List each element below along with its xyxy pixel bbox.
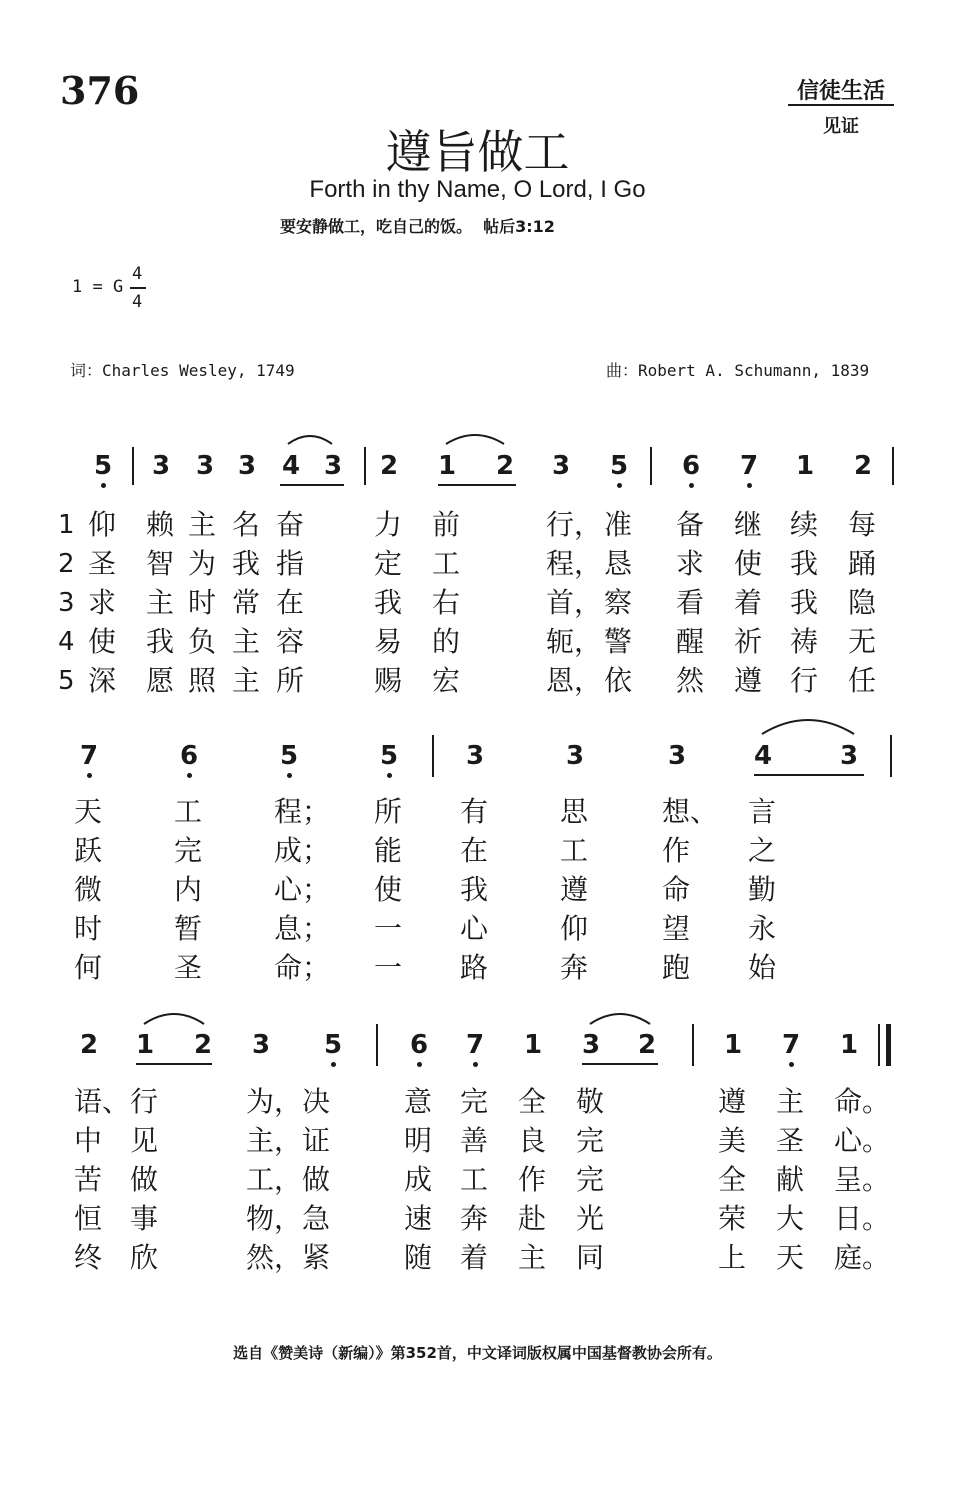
lyric-syllable: 永 (748, 912, 777, 945)
lyric-syllable: 然 (676, 664, 705, 697)
lyric-syllable: 上 (718, 1241, 747, 1274)
lyric-syllable: 程； (274, 795, 331, 828)
lyric-syllable: 成 (404, 1163, 433, 1196)
subcategory-label: 见证 (823, 116, 859, 137)
lower-octave-dot (331, 1062, 336, 1067)
lyric-syllable: 跑 (662, 951, 691, 984)
lyric-syllable: 息； (274, 912, 331, 945)
lyric-syllable: 名 (232, 508, 261, 541)
lyric-syllable: 容 (276, 625, 305, 658)
verse-number: 1 (58, 510, 75, 540)
note: 2 (79, 1030, 99, 1060)
lyric-syllable: 完 (576, 1163, 605, 1196)
lyric-syllable: 祷 (790, 625, 819, 658)
lyric-syllable: 时 (188, 586, 217, 619)
lyric-syllable: 奔 (560, 951, 589, 984)
note: 7 (465, 1030, 485, 1060)
lyric-syllable: 恩， (546, 664, 603, 697)
lyric-syllable: 呈。 (834, 1163, 891, 1196)
lyric-syllable: 赐 (374, 664, 403, 697)
note: 5 (279, 741, 299, 771)
lyric-syllable: 我 (460, 873, 489, 906)
note: 3 (581, 1030, 601, 1060)
note: 7 (781, 1030, 801, 1060)
lyric-syllable: 我 (146, 625, 175, 658)
lyric-syllable: 续 (790, 508, 819, 541)
note: 5 (93, 451, 113, 481)
note: 3 (565, 741, 585, 771)
lyric-syllable: 为 (188, 547, 217, 580)
lyric-syllable: 的 (432, 625, 461, 658)
lyric-syllable: 始 (748, 951, 777, 984)
lyric-syllable: 使 (88, 625, 117, 658)
lyric-syllable: 心。 (834, 1124, 891, 1157)
slur (444, 432, 506, 446)
lyric-syllable: 我 (232, 547, 261, 580)
lyric-syllable: 意 (404, 1085, 433, 1118)
lyric-syllable: 赴 (518, 1202, 547, 1235)
lyric-syllable: 遵 (734, 664, 763, 697)
lyric-syllable: 作 (518, 1163, 547, 1196)
note: 1 (795, 451, 815, 481)
lyric-syllable: 主 (146, 586, 175, 619)
lyric-syllable: 善 (460, 1124, 489, 1157)
lyric-syllable: 敬 (576, 1085, 605, 1118)
lyric-syllable: 我 (790, 586, 819, 619)
lyric-syllable: 常 (232, 586, 261, 619)
eighth-underline (438, 484, 516, 486)
lyric-syllable: 圣 (776, 1124, 805, 1157)
lyric-syllable: 任 (848, 664, 877, 697)
note: 3 (551, 451, 571, 481)
slur (286, 432, 334, 446)
lyric-syllable: 深 (88, 664, 117, 697)
lyric-syllable: 遵 (718, 1085, 747, 1118)
lyric-syllable: 在 (460, 834, 489, 867)
composer-credit: 曲：Robert A. Schumann, 1839 (606, 361, 870, 380)
lyric-syllable: 使 (374, 873, 403, 906)
lyric-syllable: 警 (604, 625, 633, 658)
lyric-syllable: 路 (460, 951, 489, 984)
note: 3 (465, 741, 485, 771)
note: 2 (495, 451, 515, 481)
eighth-underline (754, 774, 864, 776)
lyric-syllable: 然，紧 (246, 1241, 331, 1274)
bar-line (376, 1024, 378, 1066)
lower-octave-dot (789, 1062, 794, 1067)
note: 1 (437, 451, 457, 481)
key-signature: 1 = G (72, 277, 124, 297)
lyric-syllable: 备 (676, 508, 705, 541)
lyric-syllable: 圣 (174, 951, 203, 984)
lyric-syllable: 踊 (848, 547, 877, 580)
note: 2 (637, 1030, 657, 1060)
lyric-syllable: 负 (188, 625, 217, 658)
lyric-syllable: 日。 (834, 1202, 891, 1235)
final-bar-thick (886, 1024, 891, 1066)
lyric-syllable: 作 (662, 834, 691, 867)
note: 6 (409, 1030, 429, 1060)
lyric-syllable: 准 (604, 508, 633, 541)
lyric-syllable: 良 (518, 1124, 547, 1157)
lyric-syllable: 荣 (718, 1202, 747, 1235)
lyric-syllable: 命 (662, 873, 691, 906)
lyric-syllable: 心； (274, 873, 331, 906)
lyric-syllable: 前 (432, 508, 461, 541)
lower-octave-dot (187, 773, 192, 778)
lyric-syllable: 使 (734, 547, 763, 580)
lower-octave-dot (87, 773, 92, 778)
lyric-syllable: 微 (74, 873, 103, 906)
lyric-syllable: 奋 (276, 508, 305, 541)
note: 6 (179, 741, 199, 771)
bar-line (890, 735, 892, 777)
lyric-syllable: 苦 (74, 1163, 103, 1196)
note: 1 (723, 1030, 743, 1060)
lyric-syllable: 望 (662, 912, 691, 945)
lyric-syllable: 奔 (460, 1202, 489, 1235)
eighth-underline (280, 484, 344, 486)
note: 5 (609, 451, 629, 481)
lyric-syllable: 中 (74, 1124, 103, 1157)
note: 6 (681, 451, 701, 481)
lyric-syllable: 内 (174, 873, 203, 906)
note: 1 (839, 1030, 859, 1060)
lyric-syllable: 宏 (432, 664, 461, 697)
lyric-syllable: 天 (74, 795, 103, 828)
lyric-syllable: 工 (560, 834, 589, 867)
slur (588, 1010, 652, 1026)
lower-octave-dot (617, 483, 622, 488)
bar-line (650, 447, 652, 485)
lyric-syllable: 有 (460, 795, 489, 828)
note: 4 (281, 451, 301, 481)
note: 3 (839, 741, 859, 771)
lyric-syllable: 见 (130, 1124, 159, 1157)
verse-number: 4 (58, 627, 75, 657)
lyric-syllable: 遵 (560, 873, 589, 906)
lyric-syllable: 能 (374, 834, 403, 867)
lower-octave-dot (747, 483, 752, 488)
hymn-title: 遵旨做工 (385, 125, 570, 179)
verse-number: 2 (58, 549, 75, 579)
note: 3 (251, 1030, 271, 1060)
lower-octave-dot (101, 483, 106, 488)
lyric-syllable: 命； (274, 951, 331, 984)
time-signature-top: 4 (132, 264, 143, 284)
lyric-syllable: 工 (460, 1163, 489, 1196)
lyric-syllable: 察 (604, 586, 633, 619)
lyric-syllable: 所 (276, 664, 305, 697)
note: 4 (753, 741, 773, 771)
lyric-syllable: 行 (790, 664, 819, 697)
category-divider (788, 104, 894, 106)
lyric-syllable: 右 (432, 586, 461, 619)
note: 2 (853, 451, 873, 481)
lower-octave-dot (689, 483, 694, 488)
lyric-syllable: 思 (560, 795, 589, 828)
lyric-syllable: 主 (232, 664, 261, 697)
lower-octave-dot (287, 773, 292, 778)
lyric-syllable: 主 (776, 1085, 805, 1118)
lyric-syllable: 继 (734, 508, 763, 541)
final-bar-thin (878, 1024, 880, 1066)
lyric-syllable: 定 (374, 547, 403, 580)
lyric-syllable: 程， (546, 547, 603, 580)
lyric-syllable: 圣 (88, 547, 117, 580)
lyric-syllable: 勤 (748, 873, 777, 906)
lyric-syllable: 完 (576, 1124, 605, 1157)
bar-line (132, 447, 134, 485)
lyric-syllable: 易 (374, 625, 403, 658)
verse-number: 3 (58, 588, 75, 618)
lyric-syllable: 照 (188, 664, 217, 697)
lyric-syllable: 看 (676, 586, 705, 619)
lower-octave-dot (417, 1062, 422, 1067)
lyric-syllable: 祈 (734, 625, 763, 658)
lyric-syllable: 为，决 (246, 1085, 331, 1118)
bar-line (364, 447, 366, 485)
lower-octave-dot (387, 773, 392, 778)
lyric-syllable: 行， (546, 508, 603, 541)
lyric-syllable: 之 (748, 834, 777, 867)
lyric-syllable: 恳 (604, 547, 633, 580)
lyric-syllable: 事 (130, 1202, 159, 1235)
lyric-syllable: 光 (576, 1202, 605, 1235)
lyric-syllable: 随 (404, 1241, 433, 1274)
lyric-syllable: 着 (460, 1241, 489, 1274)
bar-line (432, 735, 434, 777)
lyric-syllable: 一 (374, 951, 403, 984)
lyric-syllable: 速 (404, 1202, 433, 1235)
lyric-syllable: 命。 (834, 1085, 891, 1118)
lyric-syllable: 一 (374, 912, 403, 945)
note: 2 (193, 1030, 213, 1060)
note: 5 (379, 741, 399, 771)
lyric-syllable: 语、行 (74, 1085, 159, 1118)
lyric-syllable: 成； (274, 834, 331, 867)
lyric-syllable: 工，做 (246, 1163, 331, 1196)
lyric-syllable: 做 (130, 1163, 159, 1196)
lyric-syllable: 欣 (130, 1241, 159, 1274)
lyric-syllable: 物，急 (246, 1202, 331, 1235)
lyric-syllable: 主 (518, 1241, 547, 1274)
note: 3 (151, 451, 171, 481)
lyric-syllable: 愿 (146, 664, 175, 697)
lyric-syllable: 无 (848, 625, 877, 658)
lyric-syllable: 大 (776, 1202, 805, 1235)
lyric-syllable: 在 (276, 586, 305, 619)
lyric-syllable: 力 (374, 508, 403, 541)
lyric-syllable: 依 (604, 664, 633, 697)
lyric-syllable: 每 (848, 508, 877, 541)
english-title: Forth in thy Name, O Lord, I Go (309, 176, 646, 203)
lyric-syllable: 指 (276, 547, 305, 580)
lyric-syllable: 天 (776, 1241, 805, 1274)
lyric-syllable: 隐 (848, 586, 877, 619)
note: 1 (135, 1030, 155, 1060)
lyric-syllable: 我 (374, 586, 403, 619)
lyric-syllable: 明 (404, 1124, 433, 1157)
lyric-syllable: 轭， (546, 625, 603, 658)
lyricist-credit: 词：Charles Wesley, 1749 (70, 361, 295, 380)
note: 3 (323, 451, 343, 481)
bar-line (692, 1024, 694, 1066)
lyric-syllable: 庭。 (834, 1241, 891, 1274)
lyric-syllable: 完 (460, 1085, 489, 1118)
lyric-syllable: 醒 (676, 625, 705, 658)
lyric-syllable: 求 (88, 586, 117, 619)
lyric-syllable: 工 (174, 795, 203, 828)
time-signature-line (130, 287, 146, 289)
lower-octave-dot (473, 1062, 478, 1067)
verse-number: 5 (58, 666, 75, 696)
lyric-syllable: 完 (174, 834, 203, 867)
category-label: 信徒生活 (796, 78, 885, 104)
lyric-syllable: 美 (718, 1124, 747, 1157)
lyric-syllable: 工 (432, 547, 461, 580)
note: 1 (523, 1030, 543, 1060)
note: 3 (237, 451, 257, 481)
lyric-syllable: 同 (576, 1241, 605, 1274)
lyric-syllable: 心 (460, 912, 489, 945)
lyric-syllable: 暂 (174, 912, 203, 945)
lyric-syllable: 何 (74, 951, 103, 984)
lyric-syllable: 赖 (146, 508, 175, 541)
lyric-syllable: 全 (718, 1163, 747, 1196)
note: 7 (739, 451, 759, 481)
slur (760, 716, 856, 736)
note: 5 (323, 1030, 343, 1060)
slur (142, 1010, 206, 1026)
time-signature-bottom: 4 (132, 292, 143, 312)
note: 2 (379, 451, 399, 481)
lyric-syllable: 求 (676, 547, 705, 580)
lyric-syllable: 仰 (88, 508, 117, 541)
lyric-syllable: 主 (232, 625, 261, 658)
lyric-syllable: 跃 (74, 834, 103, 867)
scripture-verse: 要安静做工，吃自己的饭。 帖后3:12 (280, 217, 555, 236)
note: 3 (667, 741, 687, 771)
note: 7 (79, 741, 99, 771)
lyric-syllable: 仰 (560, 912, 589, 945)
lyric-syllable: 主 (188, 508, 217, 541)
lyric-syllable: 着 (734, 586, 763, 619)
note: 3 (195, 451, 215, 481)
lyric-syllable: 恒 (74, 1202, 103, 1235)
lyric-syllable: 言 (748, 795, 777, 828)
eighth-underline (582, 1063, 658, 1065)
lyric-syllable: 献 (776, 1163, 805, 1196)
eighth-underline (136, 1063, 212, 1065)
lyric-syllable: 我 (790, 547, 819, 580)
bar-line (892, 447, 894, 485)
lyric-syllable: 想、 (662, 795, 719, 828)
lyric-syllable: 终 (74, 1241, 103, 1274)
lyric-syllable: 时 (74, 912, 103, 945)
lyric-syllable: 智 (146, 547, 175, 580)
hymn-number: 376 (60, 68, 140, 113)
lyric-syllable: 主，证 (246, 1124, 331, 1157)
lyric-syllable: 首， (546, 586, 603, 619)
lyric-syllable: 全 (518, 1085, 547, 1118)
lyric-syllable: 所 (374, 795, 403, 828)
copyright-footer: 选自《赞美诗（新编）》第352首，中文译词版权属中国基督教协会所有。 (233, 1344, 722, 1362)
